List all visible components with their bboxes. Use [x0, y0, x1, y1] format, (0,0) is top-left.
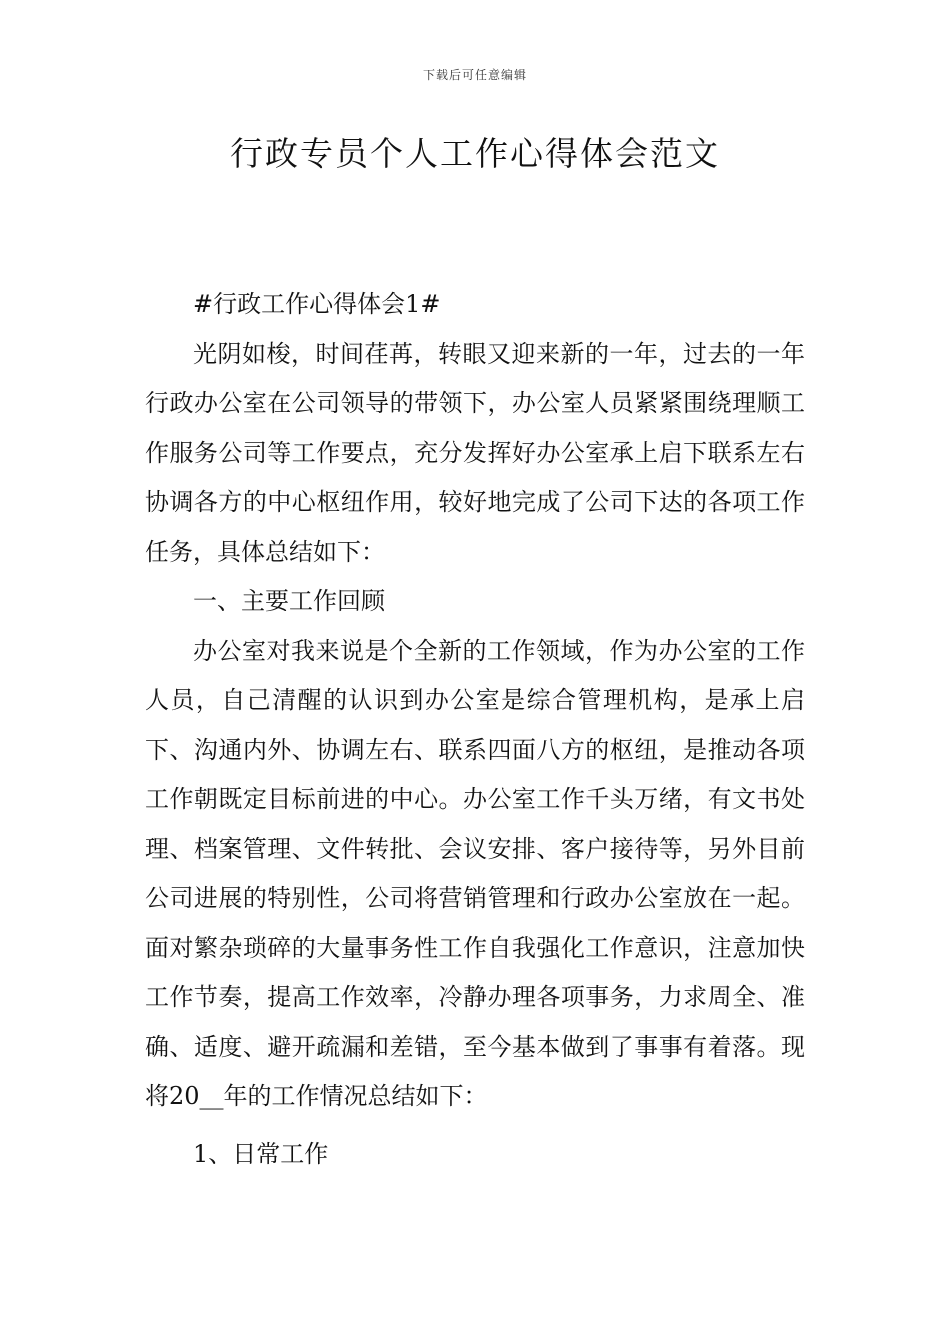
intro-paragraph: 光阴如梭，时间荏苒，转眼又迎来新的一年，过去的一年行政办公室在公司领导的带领下，办公室人员紧紧围绕理顺工作服务公司等工作要点，充分发挥好办公室承上启下联系左右协调各方的中心枢纽作用，较好地完成了公司下达的各项工作任务，具体总结如下：	[145, 339, 805, 566]
subsection-heading-daily-work: 1、日常工作	[193, 1139, 329, 1168]
section-heading-1: #行政工作心得体会1#	[193, 290, 441, 318]
section-heading-main-review: 一、主要工作回顾	[193, 587, 385, 615]
document-title: 行政专员个人工作心得体会范文	[230, 134, 720, 173]
header-note: 下载后可任意编辑	[422, 68, 527, 82]
document-body	[145, 280, 805, 1179]
body-paragraph-office: 办公室对我来说是个全新的工作领域，作为办公室的工作人员，自己清醒的认识到办公室是综合管理机构，是承上启下、沟通内外、协调左右、联系四面八方的枢纽，是推动各项工作朝既定目标前进的中心。办公室工作千头万绪，有文书处理、档案管理、文件转批、会议安排、客户接待等，另外目前公司进展的特别性，公司将营销管理和行政办公室放在一起。面对繁杂琐碎的大量事务性工作自我强化工作意识，注意加快工作节奏，提高工作效率，冷静办理各项事务，力求周全、准确、适度、避开疏漏和差错，至今基本做到了事事有着落。现将20__年的工作情况总结如下：	[145, 636, 805, 1110]
